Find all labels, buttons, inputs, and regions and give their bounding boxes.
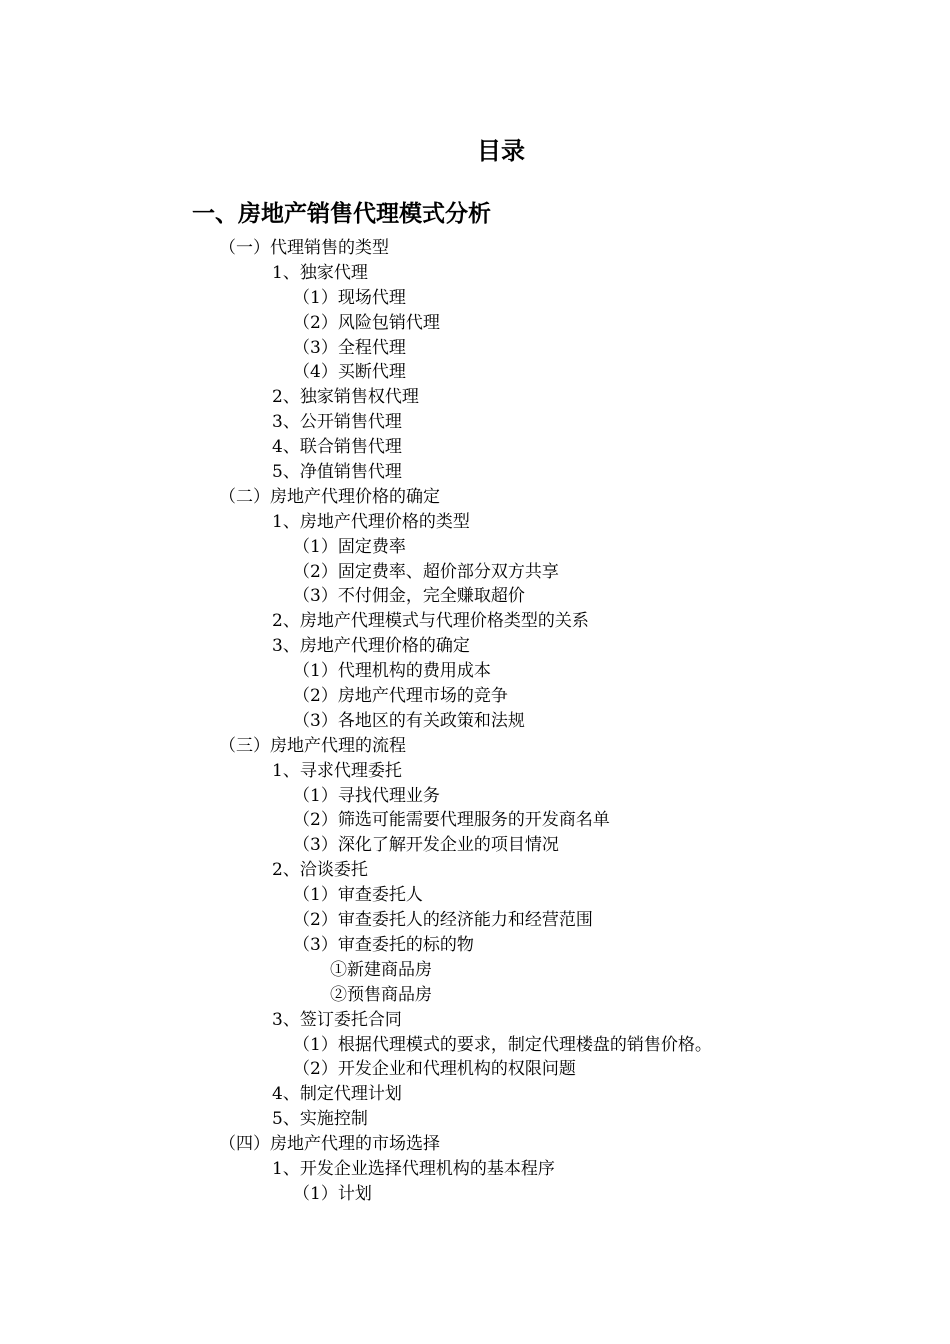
toc-entry-level-3: （2）风险包销代理 (293, 312, 440, 333)
toc-entry-level-3: （3）深化了解开发企业的项目情况 (293, 835, 559, 856)
toc-entry-level-3: （3）不付佣金，完全赚取超价 (293, 586, 525, 607)
toc-entry-level-2: 2、洽谈委托 (272, 860, 368, 881)
toc-entry-level-2: 4、联合销售代理 (272, 437, 402, 458)
toc-entry-level-4: ②预售商品房 (330, 984, 432, 1005)
toc-entry-level-2: 2、房地产代理模式与代理价格类型的关系 (272, 611, 589, 632)
toc-entry-level-2: 3、签订委托合同 (272, 1009, 402, 1030)
toc-entry-level-2: 2、独家销售权代理 (272, 387, 419, 408)
toc-entry-level-3: （2）审查委托人的经济能力和经营范围 (293, 910, 593, 931)
toc-entry-level-3: （1）根据代理模式的要求，制定代理楼盘的销售价格。 (293, 1034, 712, 1055)
toc-entry-level-3: （2）固定费率、超价部分双方共享 (293, 561, 559, 582)
toc-entry-level-1: （三）房地产代理的流程 (219, 735, 406, 756)
toc-entry-level-2: 1、独家代理 (272, 262, 368, 283)
toc-entry-level-2: 1、开发企业选择代理机构的基本程序 (272, 1158, 555, 1179)
toc-entry-level-2: 3、公开销售代理 (272, 412, 402, 433)
toc-entry-level-3: （4）买断代理 (293, 362, 406, 383)
toc-entry-level-1: （一）代理销售的类型 (219, 238, 389, 258)
toc-entry-level-1: （二）房地产代理价格的确定 (219, 486, 440, 507)
toc-entry-level-4: ①新建商品房 (330, 959, 432, 980)
toc-list (0, 236, 712, 1207)
toc-entry-level-1: （四）房地产代理的市场选择 (219, 1134, 440, 1155)
toc-entry-level-3: （2）房地产代理市场的竞争 (293, 686, 508, 707)
toc-entry-level-3: （1）现场代理 (293, 287, 406, 308)
toc-entry-level-3: （1）固定费率 (293, 536, 406, 557)
section-heading: 一、房地产销售代理模式分析 (192, 200, 491, 227)
toc-title: 目录 (477, 136, 525, 165)
toc-entry-level-2: 5、净值销售代理 (272, 462, 402, 483)
toc-entry-level-3: （2）筛选可能需要代理服务的开发商名单 (293, 810, 610, 831)
toc-entry-level-2: 5、实施控制 (272, 1109, 368, 1130)
toc-entry-level-2: 4、制定代理计划 (272, 1084, 402, 1105)
toc-entry-level-2: 1、房地产代理价格的类型 (272, 511, 470, 532)
toc-entry-level-3: （1）计划 (293, 1183, 372, 1204)
toc-entry-level-3: （1）审查委托人 (293, 885, 423, 906)
toc-entry-level-3: （1）寻找代理业务 (293, 785, 440, 806)
toc-entry-level-3: （2）开发企业和代理机构的权限问题 (293, 1059, 576, 1080)
toc-entry-level-3: （3）审查委托的标的物 (293, 934, 474, 955)
toc-entry-level-2: 1、寻求代理委托 (272, 760, 402, 781)
toc-entry-level-2: 3、房地产代理价格的确定 (272, 636, 470, 657)
toc-entry-level-3: （1）代理机构的费用成本 (293, 661, 491, 682)
toc-entry-level-3: （3）全程代理 (293, 337, 406, 358)
toc-entry-level-3: （3）各地区的有关政策和法规 (293, 710, 525, 731)
